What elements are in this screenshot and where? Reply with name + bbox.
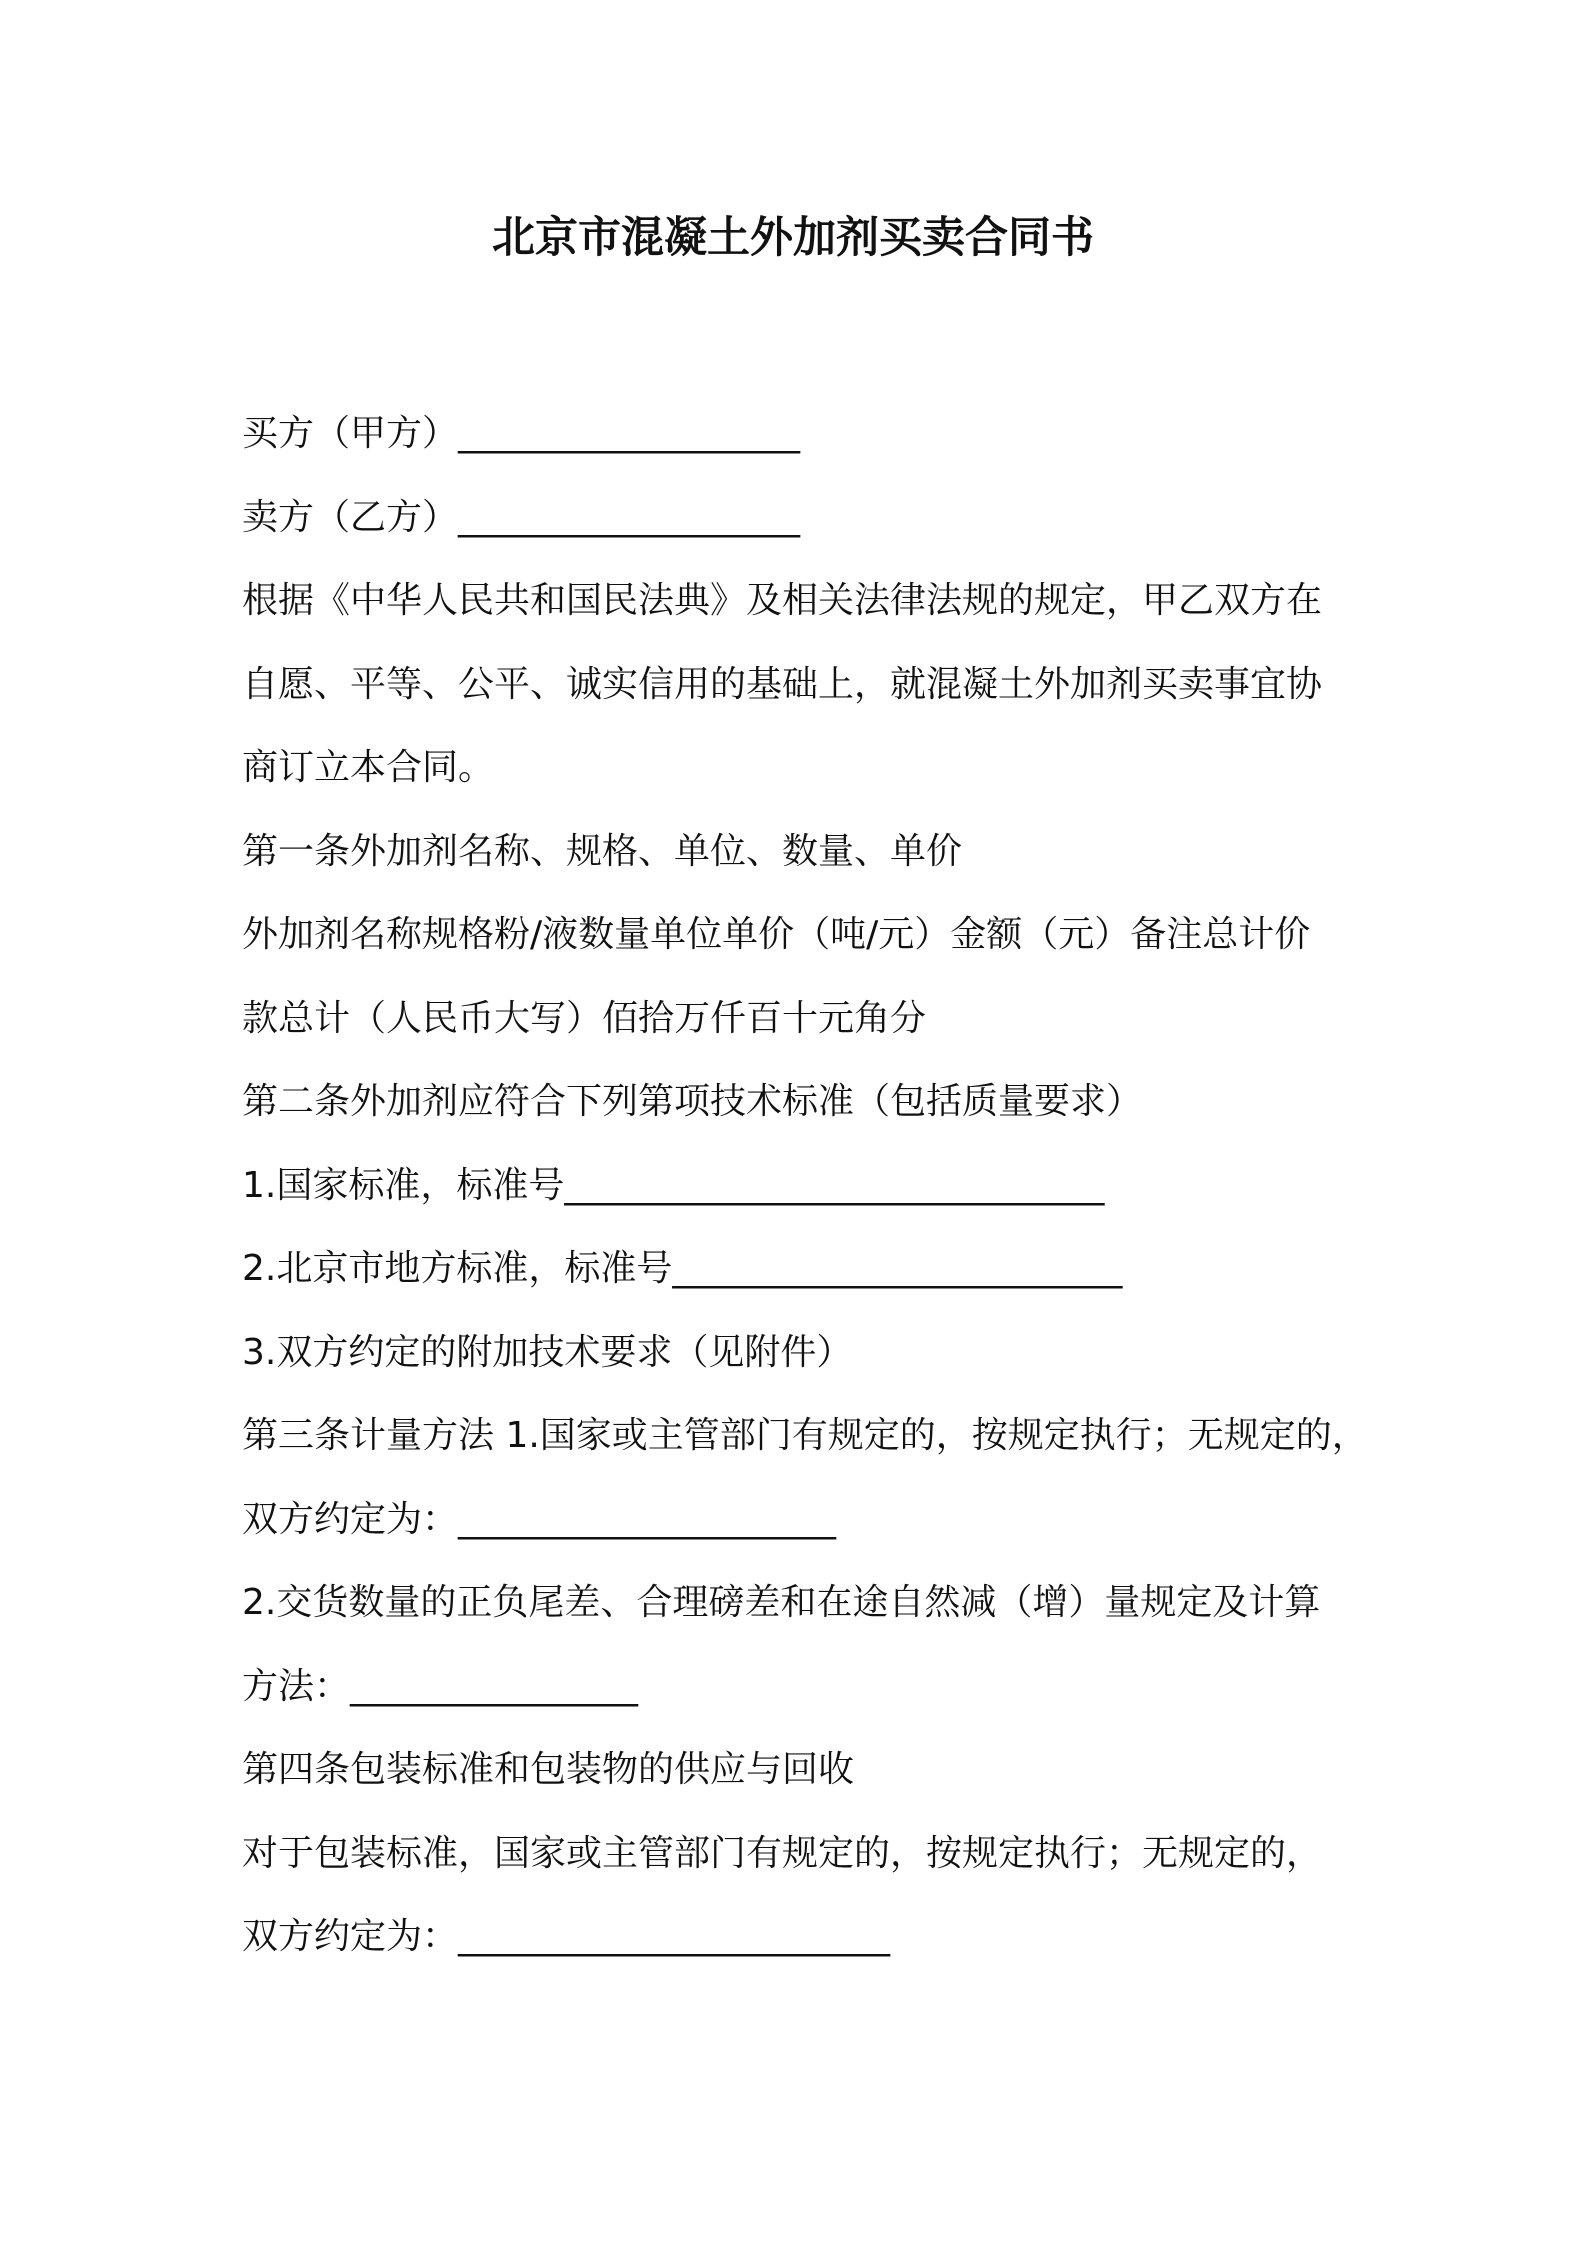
delivery-tolerance-line-2: 方法：________________ [242, 1665, 639, 1707]
beijing-standard-line: 2.北京市地方标准，标准号_________________________ [242, 1248, 1123, 1289]
article-3-heading: 第三条计量方法 1.国家或主管部门有规定的，按规定执行；无规定的， [242, 1415, 1368, 1456]
preamble-line-3: 商订立本合同。 [242, 747, 495, 788]
preamble-line-1: 根据《中华人民共和国民法典》及相关法律法规的规定，甲乙双方在 [242, 580, 1323, 621]
buyer-line: 买方（甲方）___________________ [242, 413, 801, 454]
article-1-text-2: 款总计（人民币大写）佰拾万仟百十元角分 [242, 997, 927, 1039]
delivery-tolerance-line-1: 2.交货数量的正负尾差、合理磅差和在途自然减（增）量规定及计算 [242, 1582, 1321, 1623]
article-1-heading: 第一条外加剂名称、规格、单位、数量、单价 [242, 830, 963, 872]
preamble-line-2: 自愿、平等、公平、诚实信用的基础上，就混凝土外加剂买卖事宜协 [242, 663, 1323, 705]
packaging-standard-line-2: 双方约定为：________________________ [242, 1916, 891, 1957]
article-1-text-1: 外加剂名称规格粉/液数量单位单价（吨/元）金额（元）备注总计价 [242, 914, 1311, 955]
article-4-heading: 第四条包装标准和包装物的供应与回收 [242, 1749, 855, 1790]
seller-line: 卖方（乙方）___________________ [242, 496, 801, 538]
article-2-heading: 第二条外加剂应符合下列第项技术标准（包括质量要求） [242, 1081, 1143, 1122]
measurement-agreement-line: 双方约定为：_____________________ [242, 1498, 837, 1540]
document-body [242, 404, 1368, 1991]
packaging-standard-line-1: 对于包装标准，国家或主管部门有规定的，按规定执行；无规定的， [242, 1832, 1323, 1874]
document-title: 北京市混凝土外加剂买卖合同书 [492, 213, 1094, 263]
national-standard-line: 1.国家标准，标准号______________________________ [242, 1164, 1105, 1206]
additional-requirements-line: 3.双方约定的附加技术要求（见附件） [242, 1331, 853, 1373]
